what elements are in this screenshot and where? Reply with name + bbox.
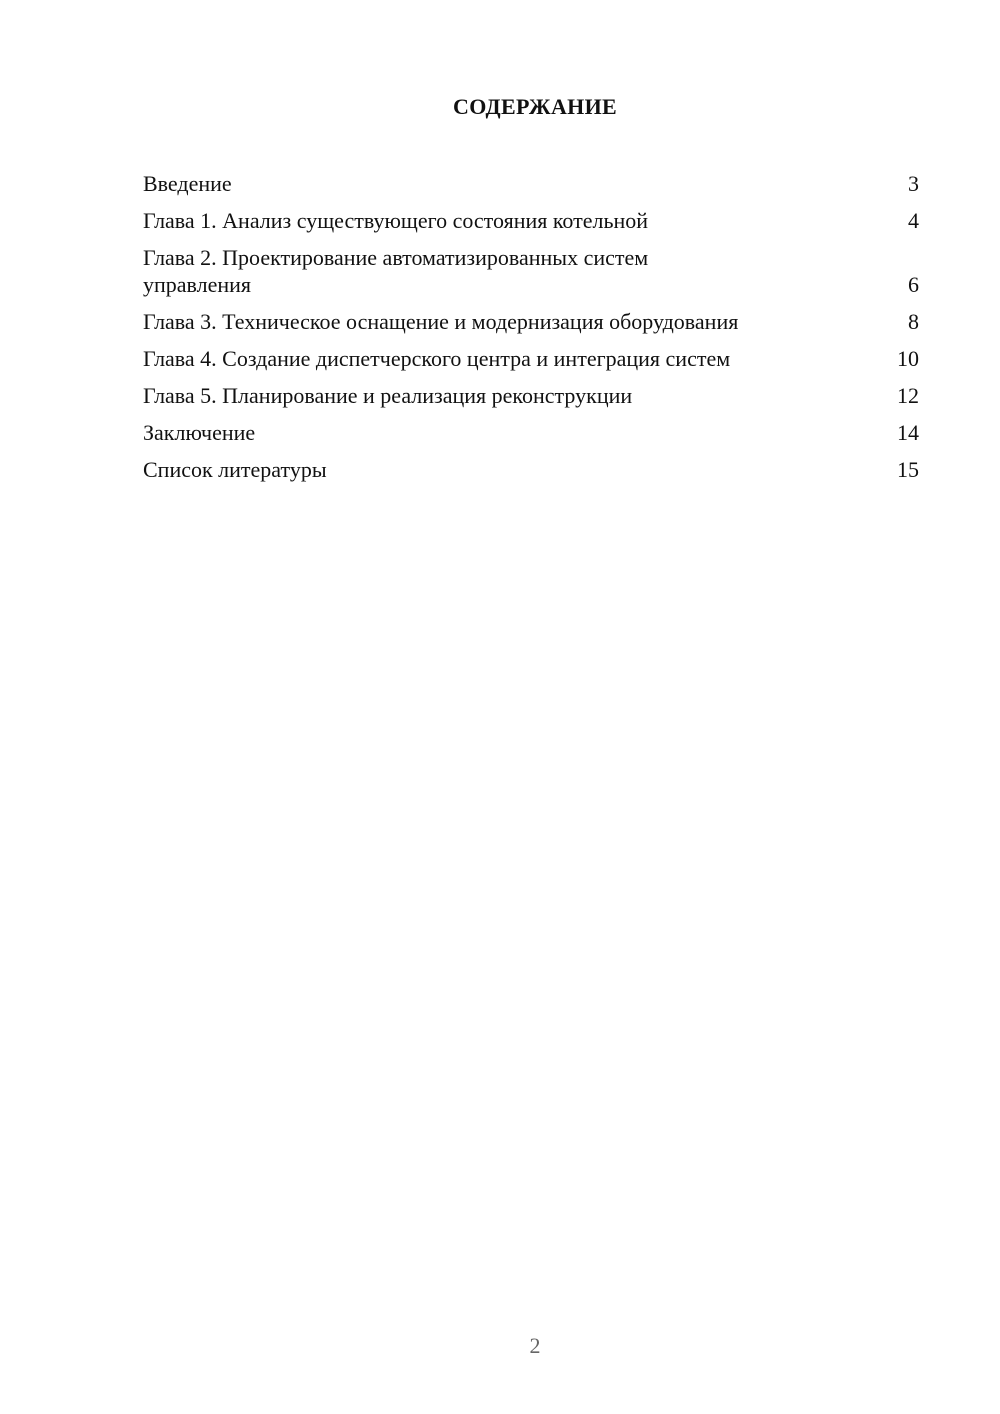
toc-entry-title: Введение (143, 171, 232, 196)
toc-entry-title: Глава 4. Создание диспетчерского центра и интеграция систем (143, 346, 731, 371)
toc-entry-references[interactable] (143, 456, 919, 483)
toc-entry-page: 8 (908, 309, 919, 334)
toc-entry-page: 14 (897, 420, 919, 445)
page-number: 2 (529, 1333, 541, 1358)
toc-entry-page: 6 (908, 272, 919, 297)
toc-entry-title: Глава 5. Планирование и реализация реконструкции (143, 383, 633, 408)
toc-entry-page: 4 (908, 208, 919, 233)
toc-heading: СОДЕРЖАНИЕ (453, 94, 617, 119)
toc-entry-chapter-4[interactable] (143, 345, 919, 372)
toc-entry-chapter-1[interactable] (143, 207, 919, 234)
toc-entry-title: Заключение (143, 420, 256, 445)
toc-entry-page: 10 (897, 346, 919, 371)
toc-entry-page: 12 (897, 383, 919, 408)
table-of-contents (143, 170, 919, 493)
toc-entry-introduction[interactable] (143, 170, 919, 197)
toc-entry-title: Список литературы (143, 457, 327, 482)
toc-entry-chapter-2[interactable] (143, 244, 919, 298)
toc-entry-page: 15 (897, 457, 919, 482)
toc-entry-title: Глава 1. Анализ существующего состояния котельной (143, 208, 649, 233)
toc-entry-chapter-5[interactable] (143, 382, 919, 409)
toc-entry-conclusion[interactable] (143, 419, 919, 446)
toc-entry-title: Глава 2. Проектирование автоматизированных систем управления (143, 245, 649, 297)
toc-entry-title: Глава 3. Техническое оснащение и модернизация оборудования (143, 309, 739, 334)
toc-entry-chapter-3[interactable] (143, 308, 919, 335)
toc-entry-page: 3 (908, 171, 919, 196)
